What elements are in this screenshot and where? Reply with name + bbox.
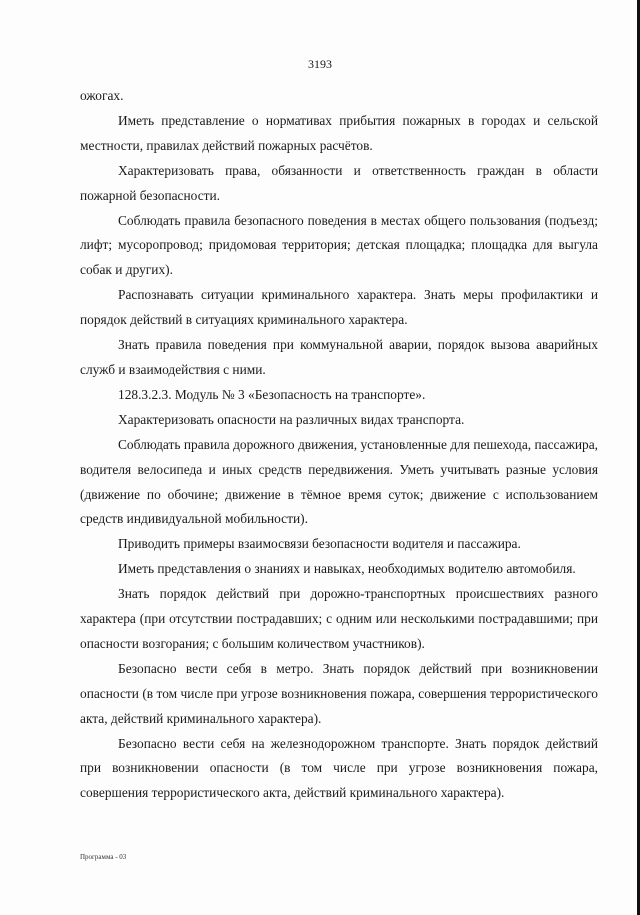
footer-note: Программа - 03 [80,853,127,861]
paragraph: ожогах. [80,88,124,103]
paragraph: Соблюдать правила дорожного движения, установленные для пешехода, пассажира, водителя велосипеда и иных средств передвижения. Уметь учитывать разные условия (движение по обочине; движение в тёмное время суток; движение с использованием средств индивидуальной мобильности). [80,436,598,527]
paragraph: Иметь представления о знаниях и навыках, необходимых водителю автомобиля. [118,561,576,577]
section-heading: 128.3.2.3. Модуль № 3 «Безопасность на транспорте». [118,386,426,402]
document-body [80,84,598,806]
paragraph: Приводить примеры взаимосвязи безопасности водителя и пассажира. [118,536,521,552]
paragraph: Знать правила поведения при коммунальной аварии, порядок вызова аварийных служб и взаимодействия с ними. [80,337,598,377]
paragraph: Знать порядок действий при дорожно-транспортных происшествиях разного характера (при отсутствии пострадавших; с одним или несколькими пострадавшими; при опасности возгорания; с большим количеством участников). [80,586,598,651]
paragraph: Соблюдать правила безопасного поведения в местах общего пользования (подъезд; лифт; мусоропровод; придомовая территория; детская площадка; площадка для выгула собак и других). [80,212,598,278]
paragraph: Иметь представление о нормативах прибытия пожарных в городах и сельской местности, правилах действий пожарных расчётов. [80,112,598,153]
paragraph: Характеризовать опасности на различных видах транспорта. [118,411,465,427]
paragraph: Безопасно вести себя в метро. Знать порядок действий при возникновении опасности (в том числе при угрозе возникновения пожара, совершения террористического акта, действий криминального характера). [80,660,598,726]
paragraph: Характеризовать права, обязанности и ответственность граждан в области пожарной безопасности. [80,162,598,203]
page-number: 3193 [308,57,332,71]
paragraph: Распознавать ситуации криминального характера. Знать меры профилактики и порядок действий в ситуациях криминального характера. [80,287,598,328]
paragraph: Безопасно вести себя на железнодорожном транспорте. Знать порядок действий при возникновении опасности (в том числе при угрозе возникновения пожара, совершения террористического акта, действий криминального характера). [80,735,598,801]
